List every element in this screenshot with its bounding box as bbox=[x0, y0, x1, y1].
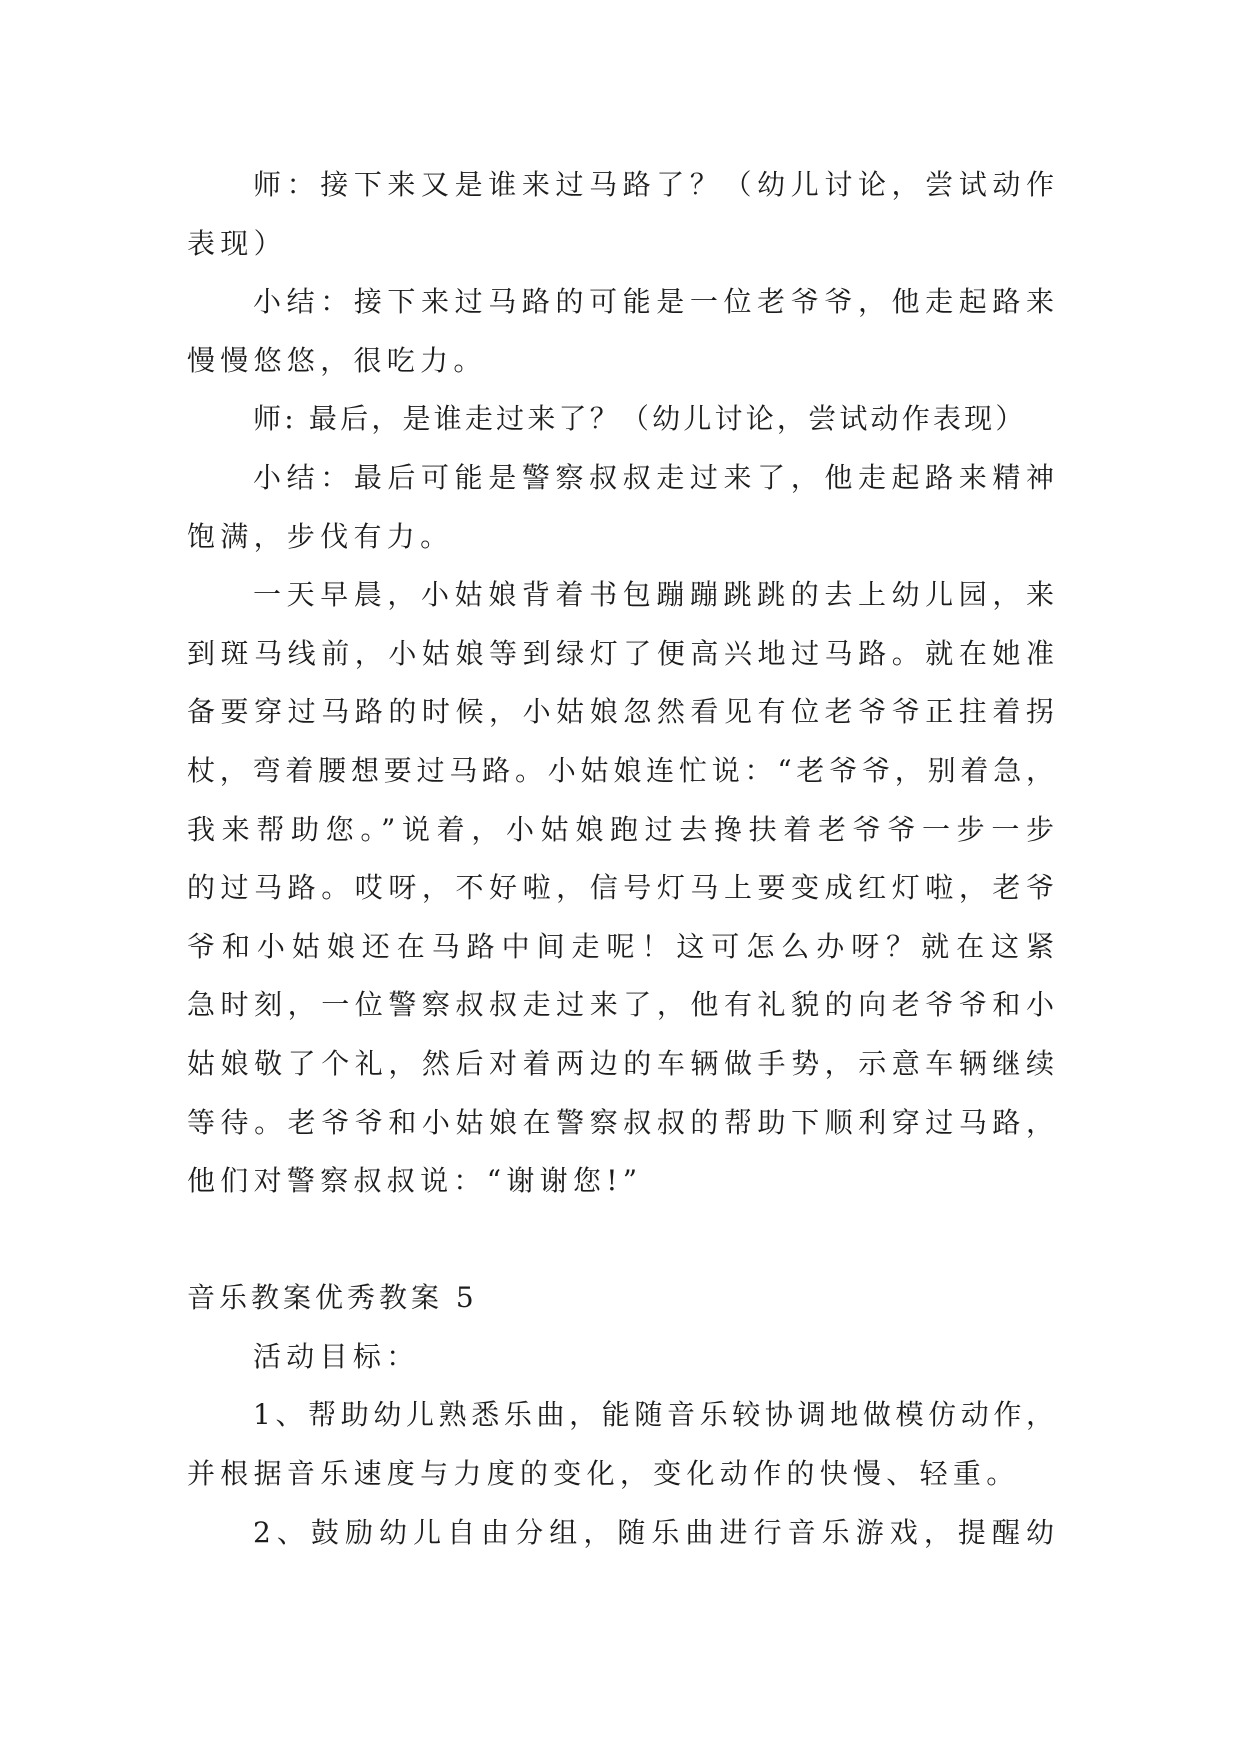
document-page bbox=[187, 156, 1054, 1562]
paragraph-line: 小结：最后可能是警察叔叔走过来了，他走起路来精神 bbox=[253, 460, 1054, 494]
paragraph-line: 饱满，步伐有力。 bbox=[187, 519, 454, 553]
paragraph-line: 慢慢悠悠，很吃力。 bbox=[187, 343, 487, 377]
paragraph-line: 活动目标： bbox=[253, 1339, 420, 1373]
paragraph-line: 1、帮助幼儿熟悉乐曲，能随音乐较协调地做模仿动作， bbox=[253, 1398, 1054, 1432]
paragraph-line: 爷和小姑娘还在马路中间走呢！这可怎么办呀？就在这紧 bbox=[187, 929, 1054, 963]
section-heading: 音乐教案优秀教案 5 bbox=[187, 1281, 478, 1315]
paragraph bbox=[187, 273, 1054, 390]
paragraph bbox=[187, 1504, 1054, 1563]
paragraph-line: 等待。老爷爷和小姑娘在警察叔叔的帮助下顺利穿过马路， bbox=[187, 1105, 1054, 1139]
paragraph bbox=[187, 156, 1054, 273]
paragraph bbox=[187, 566, 1054, 1211]
paragraph-line: 2、鼓励幼儿自由分组，随乐曲进行音乐游戏，提醒幼 bbox=[253, 1515, 1054, 1549]
paragraph bbox=[187, 390, 1054, 449]
paragraph-line: 备要穿过马路的时候，小姑娘忽然看见有位老爷爷正拄着拐 bbox=[187, 695, 1054, 729]
paragraph-line: 师: 最后，是谁走过来了？（幼儿讨论，尝试动作表现） bbox=[253, 402, 1027, 436]
paragraph-line: 姑娘敬了个礼，然后对着两边的车辆做手势，示意车辆继续 bbox=[187, 1046, 1054, 1080]
paragraph-line: 小结：接下来过马路的可能是一位老爷爷，他走起路来 bbox=[253, 285, 1054, 319]
paragraph-line: 的过马路。哎呀，不好啦，信号灯马上要变成红灯啦，老爷 bbox=[187, 871, 1054, 905]
paragraph-line: 杖，弯着腰想要过马路。小姑娘连忙说：“老爷爷，别着急， bbox=[187, 753, 1054, 787]
paragraph-line: 他们对警察叔叔说：“谢谢您!” bbox=[187, 1164, 643, 1198]
paragraph-line: 并根据音乐速度与力度的变化，变化动作的快慢、轻重。 bbox=[187, 1457, 1020, 1491]
paragraph-line: 我来帮助您。”说着，小姑娘跑过去搀扶着老爷爷一步一步 bbox=[187, 812, 1054, 846]
paragraph-line: 表现） bbox=[187, 226, 287, 260]
paragraph-line: 师：接下来又是谁来过马路了？（幼儿讨论，尝试动作 bbox=[253, 168, 1054, 201]
blank-line bbox=[187, 1211, 1054, 1270]
paragraph bbox=[187, 1328, 1054, 1387]
paragraph-line: 到斑马线前，小姑娘等到绿灯了便高兴地过马路。就在她准 bbox=[187, 636, 1054, 670]
paragraph bbox=[187, 1386, 1054, 1503]
paragraph-line: 急时刻，一位警察叔叔走过来了，他有礼貌的向老爷爷和小 bbox=[187, 988, 1054, 1022]
paragraph bbox=[187, 449, 1054, 566]
paragraph-line: 一天早晨，小姑娘背着书包蹦蹦跳跳的去上幼儿园，来 bbox=[253, 578, 1054, 612]
